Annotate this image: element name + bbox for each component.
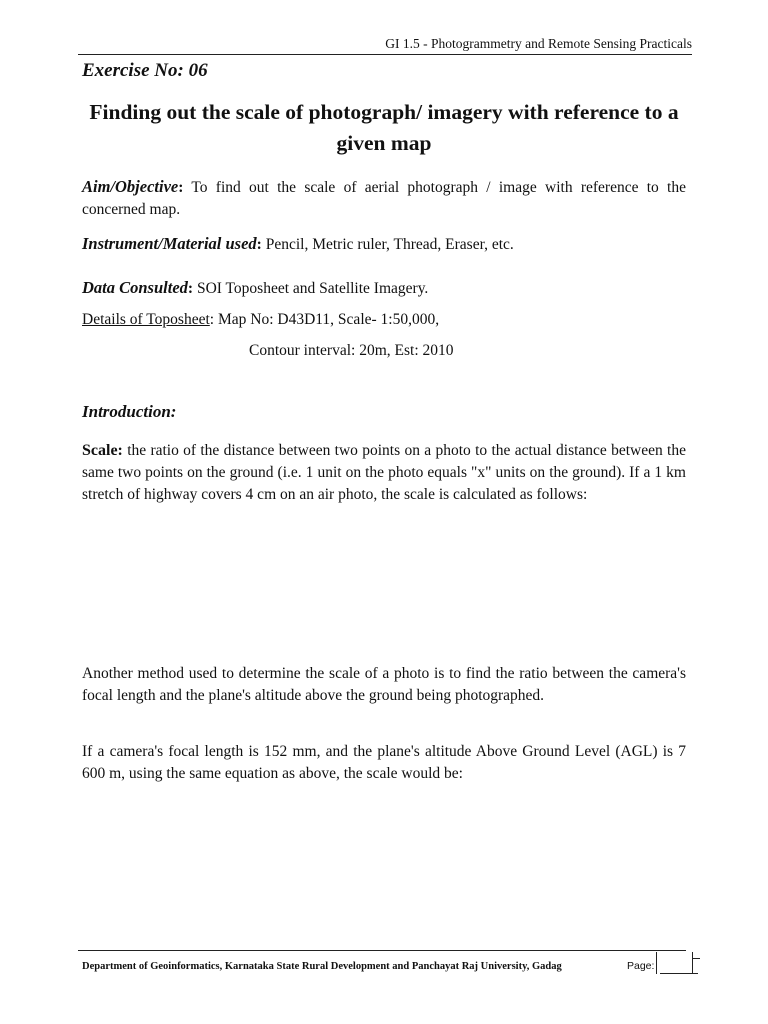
scale-paragraph [82,440,686,506]
toposheet-contour-line: Contour interval: 20m, Est: 2010 [249,342,454,359]
data-consulted-text: SOI Toposheet and Satellite Imagery. [193,280,429,297]
aim-colon: : [178,179,184,196]
footer-department: Department of Geoinformatics, Karnataka State Rural Development and Panchayat Raj University, Gadag [82,961,562,972]
aim-text: To find out the scale of aerial photograph / image with reference to the concerned map. [82,179,686,218]
page-title: Finding out the scale of photograph/ imagery with reference to a given map [89,100,679,155]
running-header: GI 1.5 - Photogrammetry and Remote Sensing Practicals [385,36,692,51]
header-rule [78,54,692,55]
scale-label: Scale: [82,442,123,459]
page-box-left-border [656,952,657,974]
instrument-text: Pencil, Metric ruler, Thread, Eraser, etc. [261,236,514,253]
page-corner-mark-horizontal [692,958,700,959]
instrument-label: Instrument/Material used [82,234,257,253]
instrument-colon: : [256,236,262,253]
instrument-paragraph [82,233,686,256]
exercise-number: Exercise No: 06 [82,60,208,81]
toposheet-text: : Map No: D43D11, Scale- 1:50,000, [209,311,440,328]
toposheet-paragraph [82,309,686,331]
page-corner-mark-vertical [692,952,693,974]
toposheet-label: Details of Toposheet [82,311,210,328]
data-consulted-label: Data Consulted [82,278,188,297]
another-method-paragraph: Another method used to determine the scale of a photo is to find the ratio between the camera's focal length and the plane's altitude above the ground being photographed. [82,665,686,704]
data-consulted-colon: : [187,280,194,297]
page-number-label: Page: [627,960,655,972]
aim-paragraph [82,176,686,221]
focal-example-paragraph: If a camera's focal length is 152 mm, and the plane's altitude Above Ground Level (AGL) is 7 600 m, using the same equation as above, the scale would be: [82,743,686,782]
introduction-heading: Introduction: [82,402,177,421]
aim-label: Aim/Objective [82,177,179,196]
footer-rule [78,950,686,951]
data-consulted-paragraph [82,277,686,300]
scale-text: the ratio of the distance between two points on a photo to the actual distance between the same two points on the ground (i.e. 1 unit on the photo equals "x" units on the ground). If a 1 km stretch of highway covers 4 cm on an air photo, the scale is calculated as follows: [82,442,686,503]
